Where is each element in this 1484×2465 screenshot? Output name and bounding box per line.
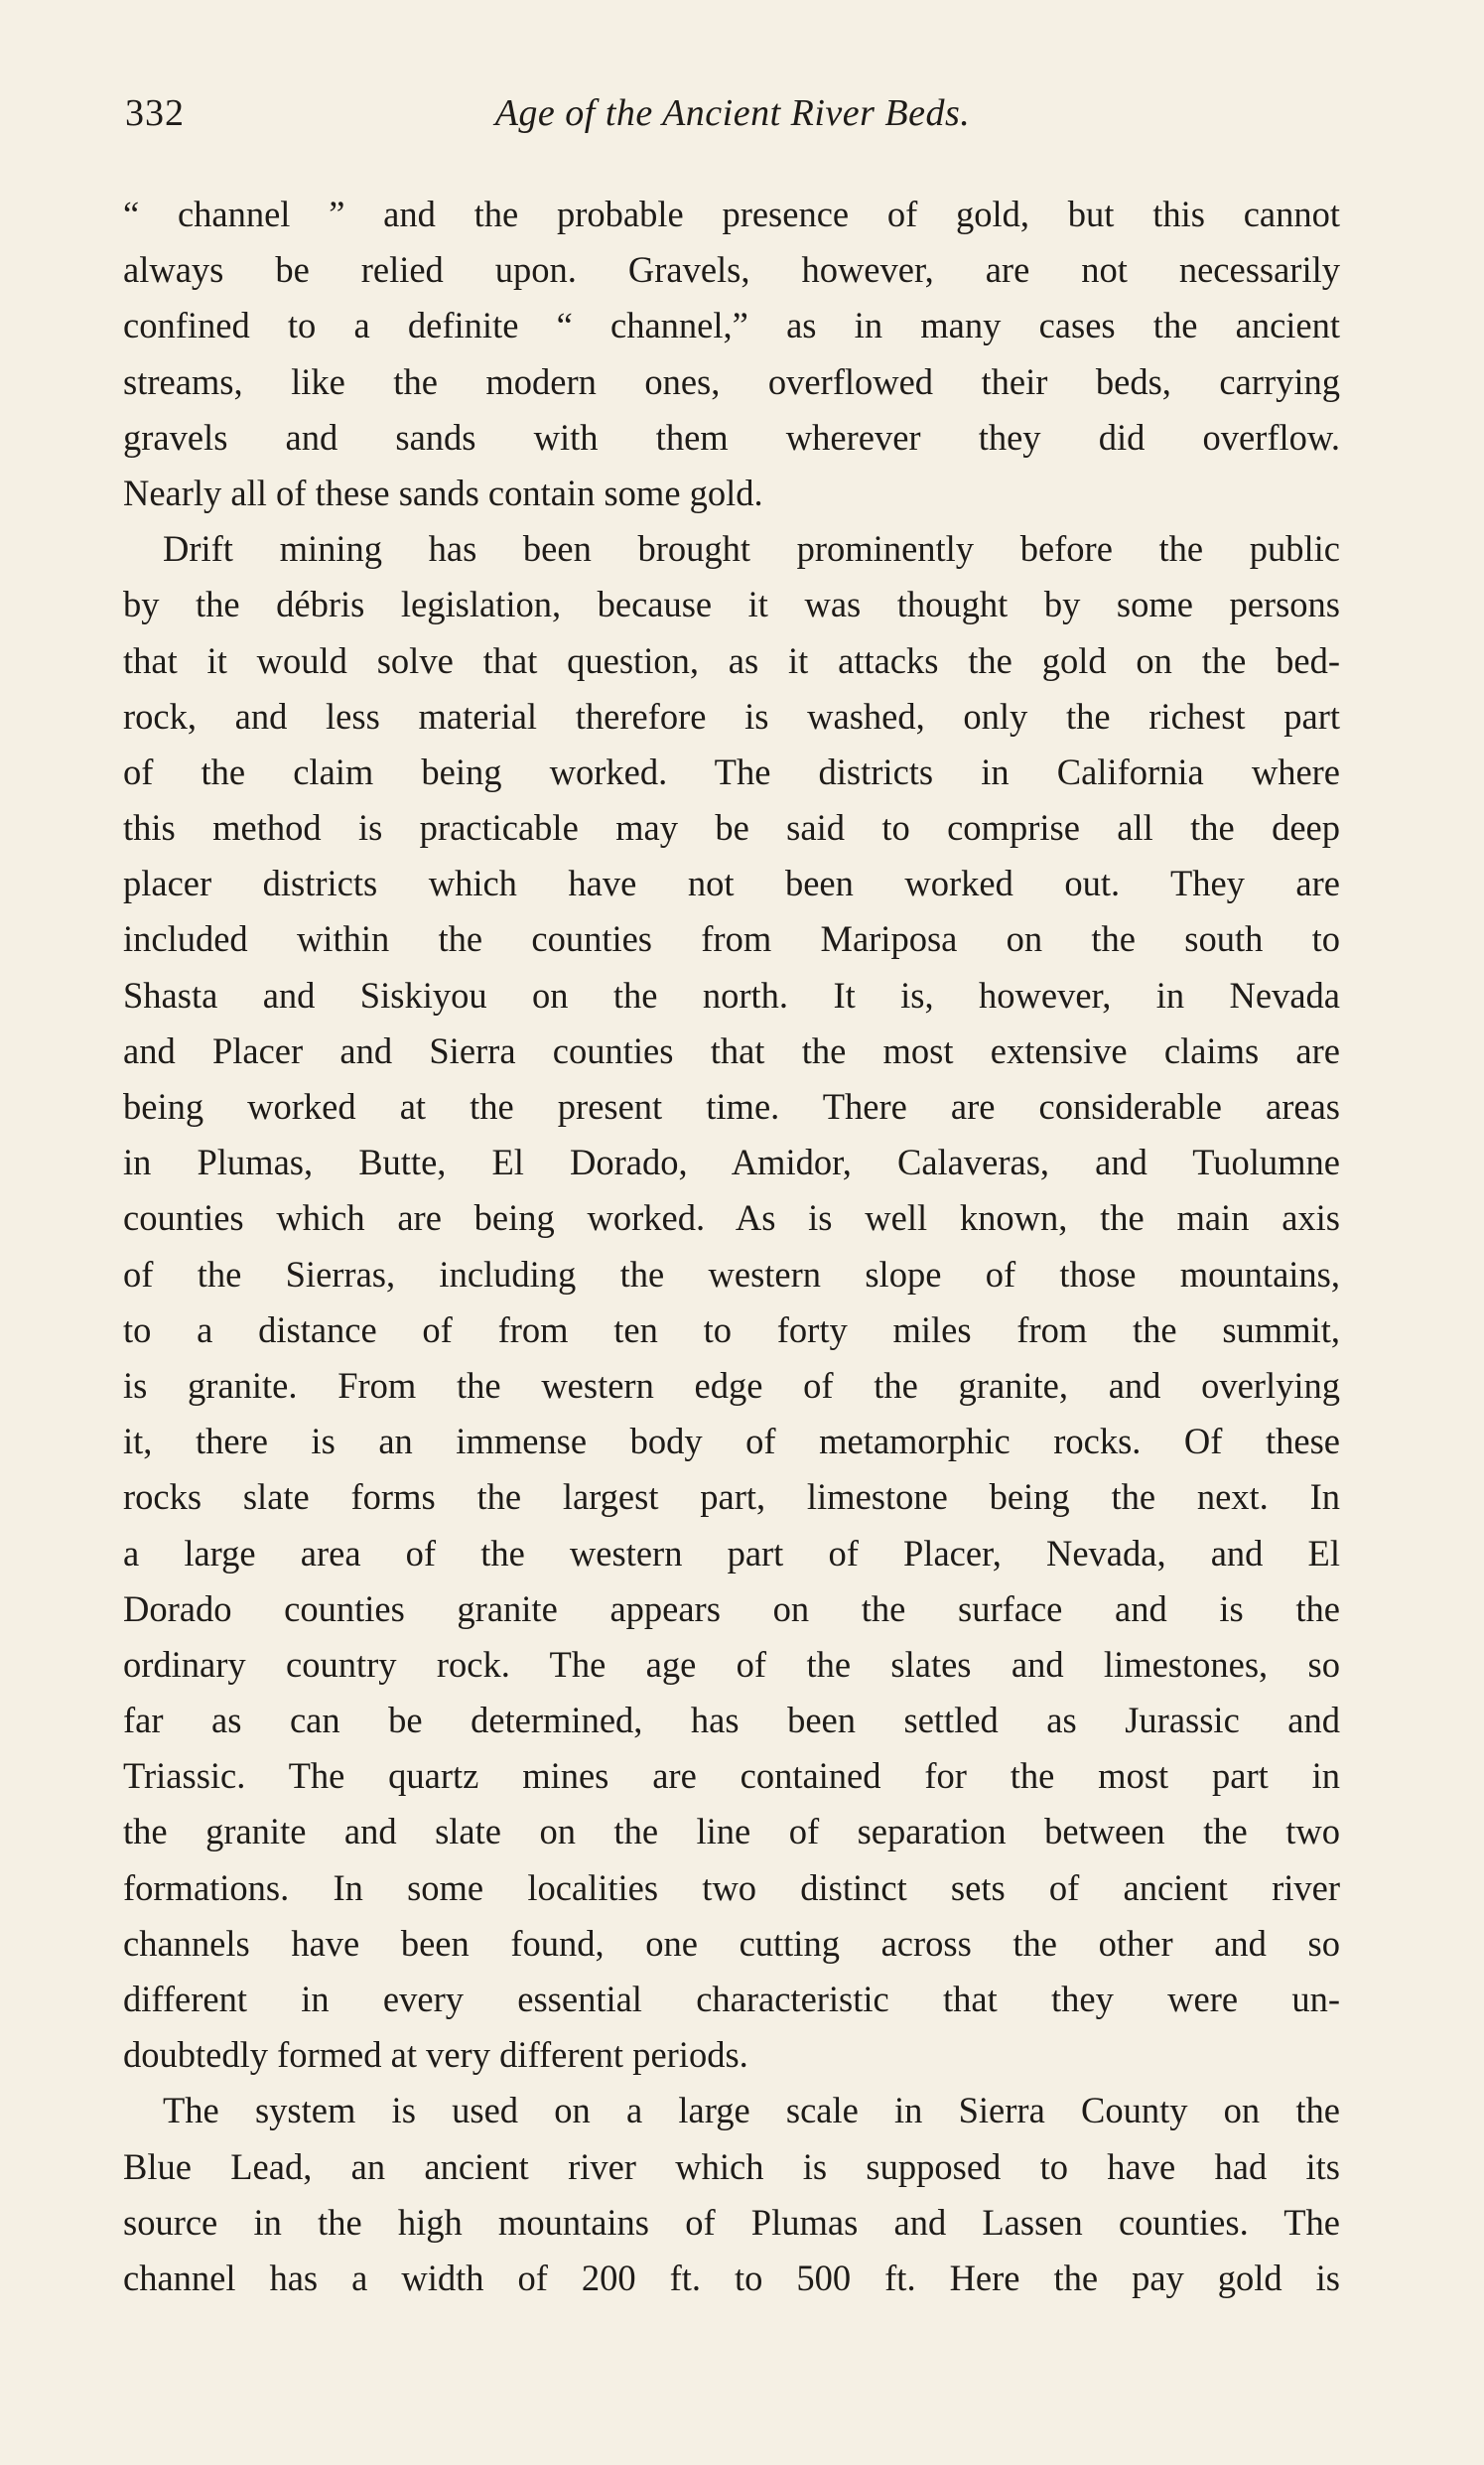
running-title: Age of the Ancient River Beds. — [494, 92, 971, 134]
text-line: formations. In some localities two distinct sets of ancient river — [123, 1866, 1340, 1908]
text-line: far as can be determined, has been settled as Jurassic and — [123, 1700, 1340, 1741]
page-number: 332 — [125, 92, 185, 134]
text-line: rocks slate forms the largest part, limestone being the next. In — [123, 1476, 1340, 1518]
running-head — [125, 91, 1340, 151]
text-line: ordinary country rock. The age of the slates and limestones, so — [123, 1643, 1340, 1685]
text-line: to a distance of from ten to forty miles from the summit, — [123, 1308, 1340, 1350]
text-line: placer districts which have not been worked out. They are — [123, 863, 1340, 904]
text-line: Blue Lead, an ancient river which is supposed to have had its — [123, 2145, 1340, 2187]
text-line: in Plumas, Butte, El Dorado, Amidor, Calaveras, and Tuolumne — [123, 1142, 1340, 1183]
text-line: The system is used on a large scale in Sierra County on the — [163, 2090, 1340, 2131]
text-line: different in every essential characteristic that they were un- — [123, 1979, 1340, 2019]
text-line: Shasta and Siskiyou on the north. It is, however, in Nevada — [123, 974, 1340, 1016]
text-line: included within the counties from Mariposa on the south to — [123, 918, 1340, 960]
text-line: confined to a definite “ channel,” as in many cases the ancient — [123, 305, 1340, 346]
text-line: Triassic. The quartz mines are contained for the most part in — [123, 1755, 1340, 1797]
text-line: of the Sierras, including the western slope of those mountains, — [123, 1253, 1340, 1295]
text-line: doubtedly formed at very different periods. — [123, 2034, 748, 2076]
text-line: streams, like the modern ones, overflowed their beds, carrying — [123, 360, 1340, 402]
text-line: this method is practicable may be said to comprise all the deep — [123, 807, 1340, 849]
text-line: rock, and less material therefore is washed, only the richest part — [123, 695, 1340, 737]
text-line: a large area of the western part of Placer, Nevada, and El — [123, 1532, 1340, 1574]
text-line: being worked at the present time. There are considerable areas — [123, 1086, 1340, 1127]
text-line: Drift mining has been brought prominently before the public — [163, 528, 1340, 570]
text-line: “ channel ” and the probable presence of gold, but this cannot — [123, 194, 1340, 234]
text-line: Nearly all of these sands contain some gold. — [123, 472, 763, 513]
text-line: the granite and slate on the line of separation between the two — [123, 1811, 1340, 1852]
text-line: Dorado counties granite appears on the surface and is the — [123, 1587, 1340, 1629]
text-line: channels have been found, one cutting across the other and so — [123, 1922, 1340, 1964]
text-line: and Placer and Sierra counties that the most extensive claims are — [123, 1029, 1340, 1071]
body-text — [123, 187, 1340, 2306]
text-line: that it would solve that question, as it attacks the gold on the bed- — [123, 639, 1340, 681]
text-line: by the débris legislation, because it was thought by some persons — [123, 584, 1340, 625]
text-line: gravels and sands with them wherever they did overflow. — [123, 416, 1340, 458]
text-line: source in the high mountains of Plumas and Lassen counties. The — [123, 2201, 1340, 2243]
text-line: channel has a width of 200 ft. to 500 ft. Here the pay gold is — [123, 2257, 1340, 2298]
text-line: always be relied upon. Gravels, however, are not necessarily — [123, 249, 1340, 291]
text-line: of the claim being worked. The districts in California where — [123, 751, 1340, 792]
text-line: it, there is an immense body of metamorphic rocks. Of these — [123, 1421, 1340, 1462]
text-line: is granite. From the western edge of the granite, and overlying — [123, 1364, 1340, 1406]
text-line: counties which are being worked. As is well known, the main axis — [123, 1197, 1340, 1239]
